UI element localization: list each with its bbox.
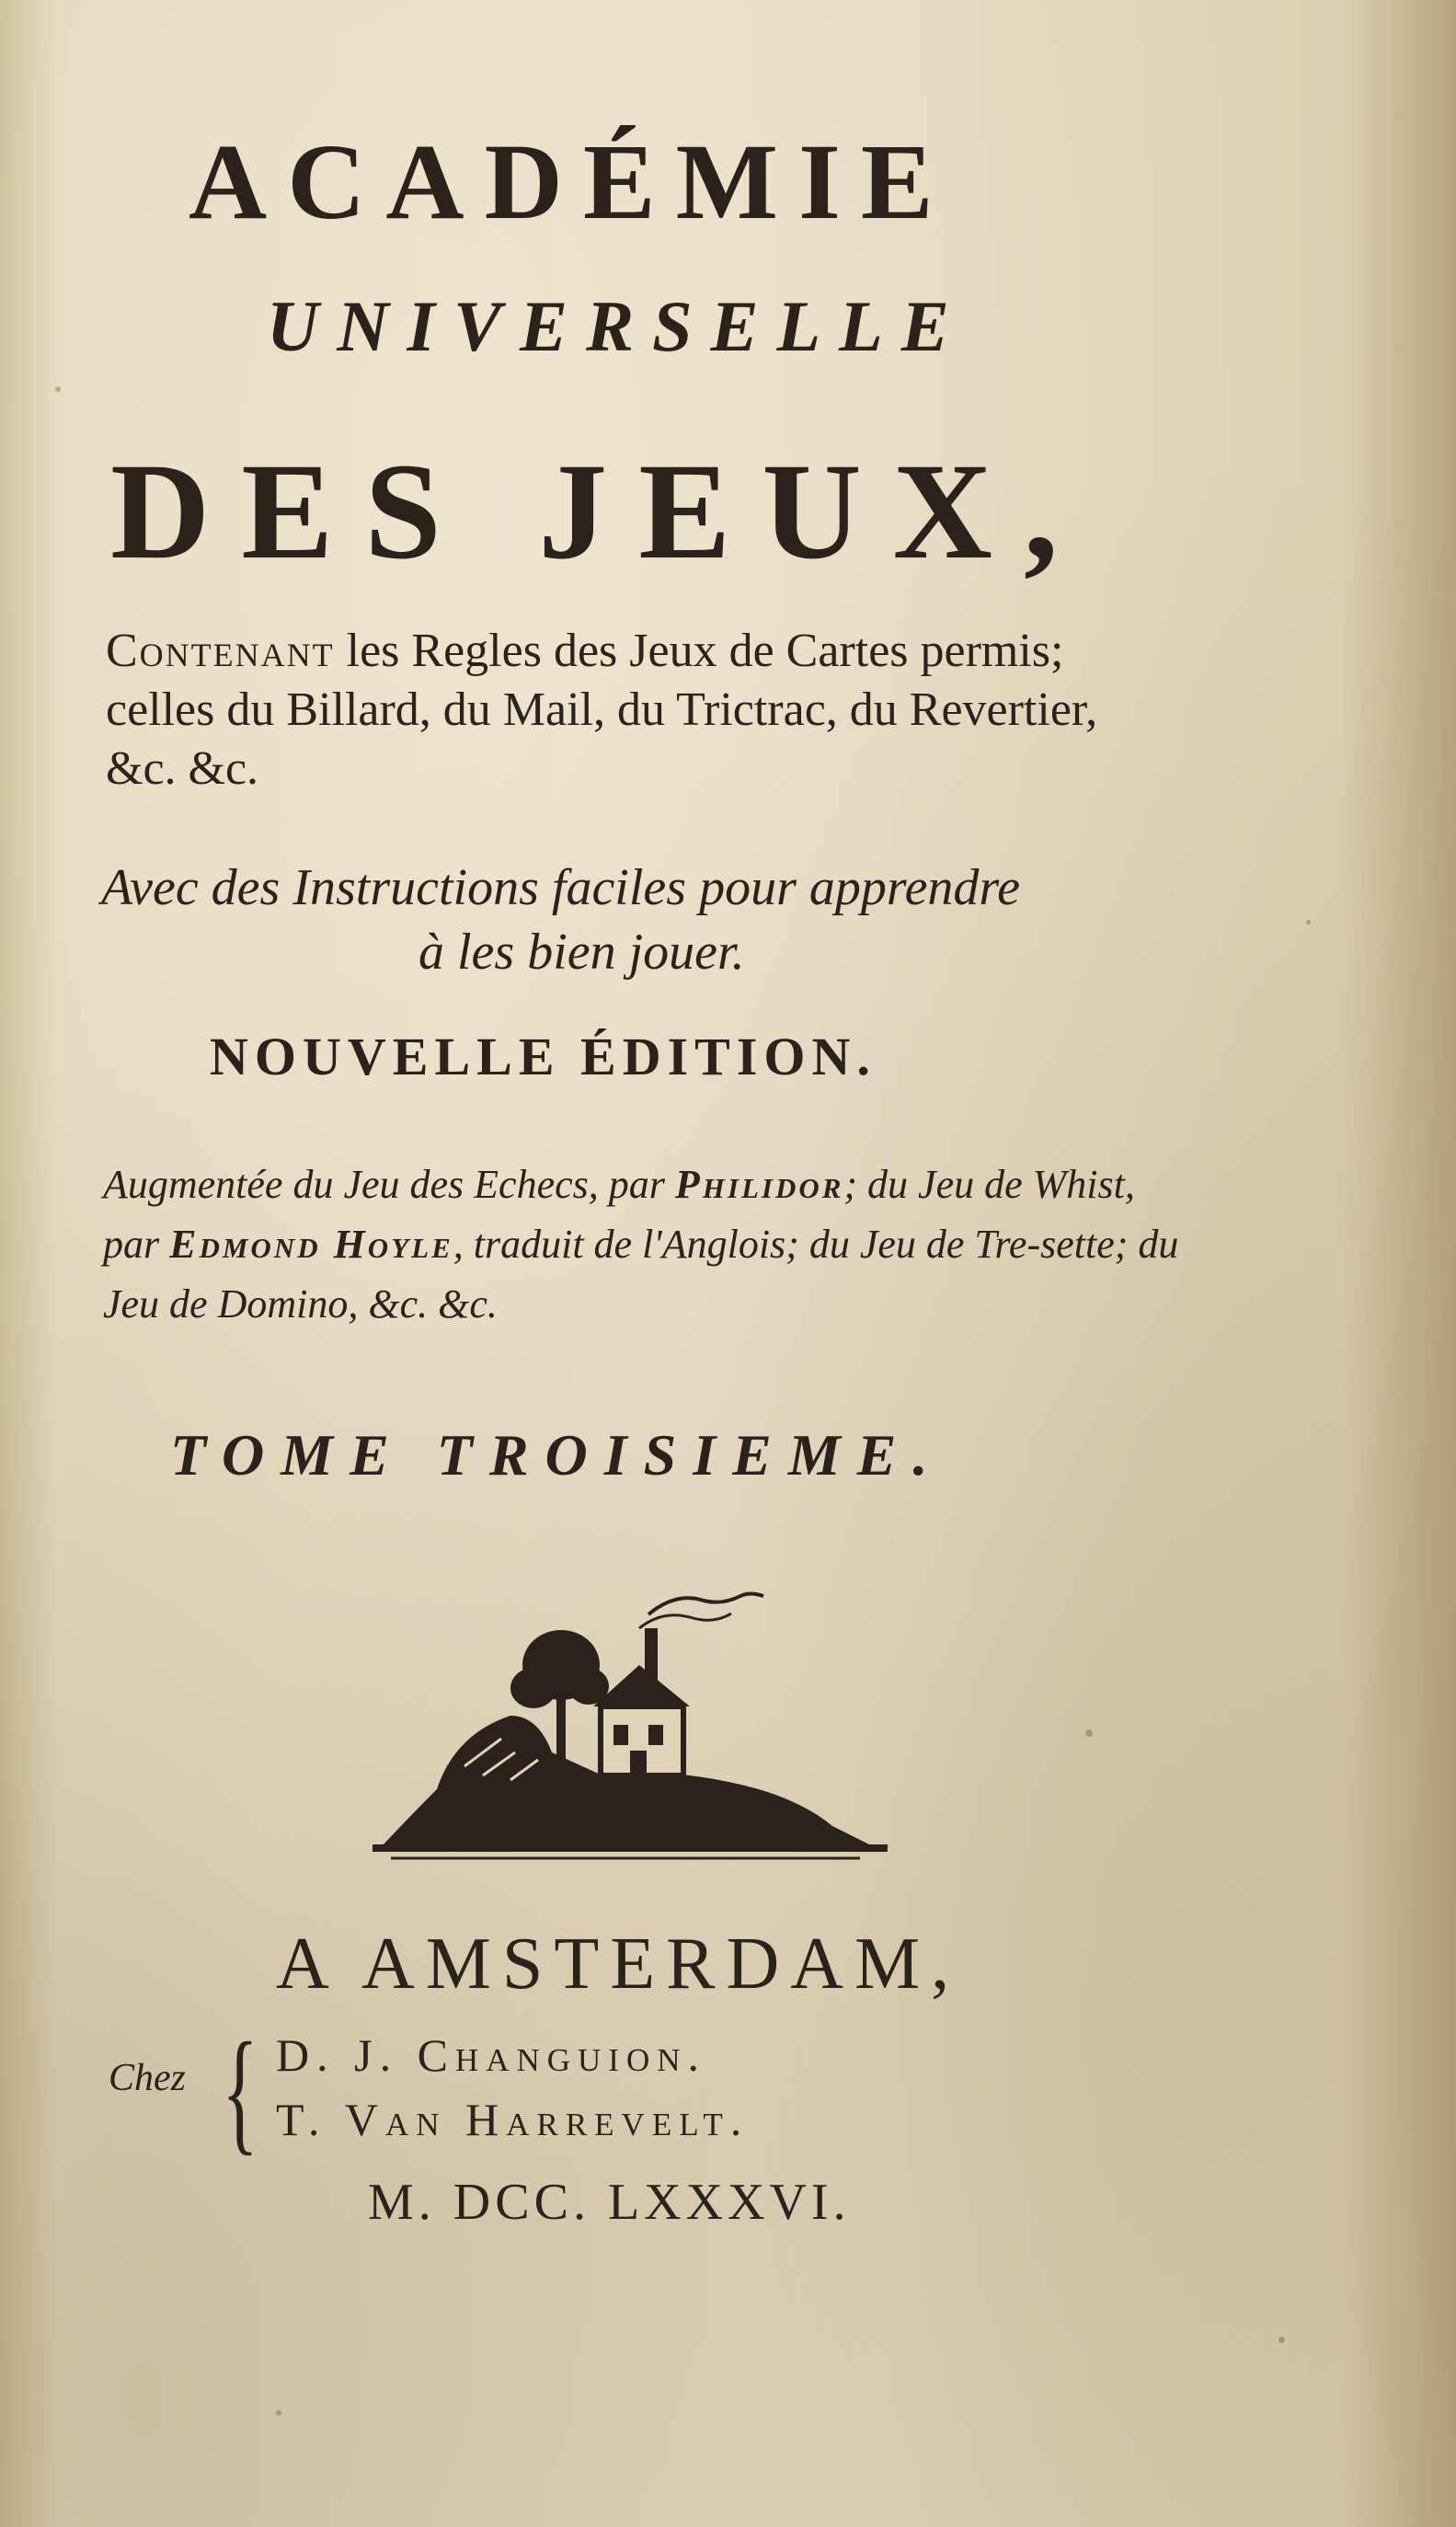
augment-part-1: Augmentée du Jeu des Echecs, par [103,1162,665,1207]
instructions-statement [101,856,1177,984]
volume-heading: TOME TROISIEME. [170,1422,945,1487]
augmentation-note [103,1154,1188,1334]
author-philidor: Philidor [674,1162,844,1207]
contents-description [106,622,1173,798]
edition-heading: NOUVELLE ÉDITION. [210,1027,877,1086]
author-edmond-hoyle: Edmond Hoyle [169,1222,453,1267]
contents-lead-word: Contenant [106,625,335,677]
imprint-chez: Chez [109,2057,186,2099]
foxing-speck [55,386,61,392]
foxing-speck [276,2410,281,2416]
title-line-des-jeux: DES JEUX, [110,435,1090,588]
contents-text: les Regles des Jeux de Cartes permis; celles du Billard, du Mail, du Trictrac, du Revertier, &c. &c. [106,625,1098,795]
foxing-speck [1085,1729,1093,1737]
publication-date: M. DCC. LXXXVI. [368,2174,851,2231]
instructions-line-1: Avec des Instructions faciles pour apprendre [101,859,1021,916]
instructions-line-2: à les bien jouer. [418,924,745,981]
augment-part-3: , traduit de l'Anglois; du Jeu de Tre-sette; du Jeu de Domino, &c. &c. [103,1222,1179,1327]
publisher-van-harrevelt: T. Van Harrevelt. [276,2094,750,2145]
imprint-city: A AMSTERDAM, [276,1924,961,2004]
title-line-academie: ACADÉMIE [189,121,954,242]
foxing-speck [1278,2337,1285,2343]
landscape-vignette-image [373,1578,888,1881]
curly-brace-glyph: { [222,2015,258,2167]
title-line-universelle: UNIVERSELLE [267,286,968,366]
publisher-changuion: D. J. Changuion. [276,2029,707,2081]
augment-part-2: ; du Jeu de Whist, par [103,1162,1135,1267]
foxing-speck [1306,920,1311,925]
